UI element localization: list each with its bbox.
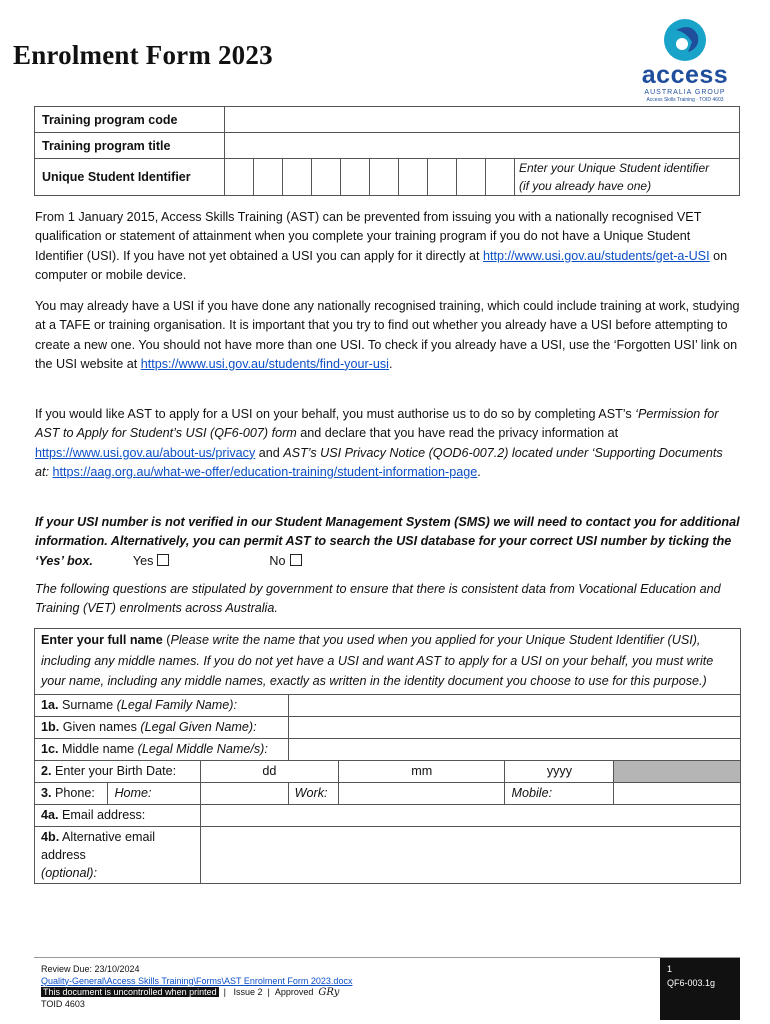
program-table <box>34 106 740 196</box>
document-code: QF6-003.1g <box>667 978 716 988</box>
logo-sub-text: Access Skills Training · TOID 4603 <box>646 97 724 103</box>
approved-label: Approved <box>274 987 314 997</box>
page-title: Enrolment Form 2023 <box>13 40 273 70</box>
shaded-cell <box>614 760 741 782</box>
existing-usi-paragraph: You may already have a USI if you have done any nationally recognised training, which could include training at work, studying at a TAFE or training organisation. It is important that you try to find out whether you already have a USI before attempting to create a new one. You should not have more than one USI. To check if you already have a USI, use the ‘Forgotten USI’ link on the USI website at https://www.usi.gov.au/students/find-your-usi. <box>35 299 740 371</box>
birth-month-input[interactable]: mm <box>339 760 505 782</box>
usi-char-box[interactable] <box>428 159 457 196</box>
logo-mark-icon <box>662 18 708 62</box>
work-phone-label: Work: <box>288 782 338 804</box>
surname-label: 1a. Surname (Legal Family Name): <box>35 694 289 716</box>
email-label: 4a. Email address: <box>35 804 201 826</box>
document-path-link[interactable]: Quality-General\Access Skills Training\Forms\AST Enrolment Form 2023.docx <box>41 975 353 986</box>
program-code-label: Training program code <box>35 107 225 133</box>
issue-number: Issue 2 <box>233 987 263 997</box>
yes-checkbox[interactable] <box>157 554 169 566</box>
usi-char-box[interactable] <box>399 159 428 196</box>
program-title-input[interactable] <box>225 133 740 159</box>
birth-day-input[interactable]: dd <box>200 760 338 782</box>
usi-requirement-paragraph: From 1 January 2015, Access Skills Training (AST) can be prevented from issuing you with a nationally recognised VET qualification or statement of attainment when you complete your training program if you do not have a Unique Student Identifier (USI). If you have not yet obtained a USI you can apply for it directly at http://www.usi.gov.au/students/get-a-USI on computer or mobile device. <box>35 210 728 282</box>
logo-brand-text: access <box>641 61 729 89</box>
middle-name-input[interactable] <box>288 738 740 760</box>
usi-verification-paragraph: If your USI number is not verified in our Student Management System (SMS) we will need to contact you for additional information. Alternatively, you can permit AST to search the USI database for your correct USI number by ticking the ‘Yes’ box. Yes No <box>35 515 740 568</box>
email-input[interactable] <box>200 804 740 826</box>
birth-date-label: 2. Enter your Birth Date: <box>35 760 201 782</box>
phone-label: 3. Phone: <box>35 782 108 804</box>
footer-page-box <box>660 958 740 1020</box>
full-name-instructions: Enter your full name (Please write the name that you used when you applied for your Unique Student Identifier (USI), including any middle names. If you do not yet have a USI and want AST to apply for a USI on your behalf, you must write your name, including any middle names, exactly as written in the identity document you choose to use for this purpose.) <box>35 629 741 695</box>
program-title-label: Training program title <box>35 133 225 159</box>
no-checkbox[interactable] <box>290 554 302 566</box>
review-due: Review Due: 23/10/2024 <box>41 964 140 974</box>
alt-email-label: 4b. Alternative email address (optional): <box>35 826 201 883</box>
program-code-input[interactable] <box>225 107 740 133</box>
usi-char-box[interactable] <box>370 159 399 196</box>
usi-char-box[interactable] <box>312 159 341 196</box>
page-number: 1 <box>667 964 673 974</box>
work-phone-input[interactable] <box>339 782 505 804</box>
mobile-phone-label: Mobile: <box>505 782 614 804</box>
home-phone-label: Home: <box>108 782 200 804</box>
student-information-link[interactable]: https://aag.org.au/what-we-offer/education-training/student-information-page <box>52 464 478 479</box>
surname-input[interactable] <box>288 694 740 716</box>
usi-char-box[interactable] <box>341 159 370 196</box>
usi-char-box[interactable] <box>457 159 486 196</box>
given-names-label: 1b. Given names (Legal Given Name): <box>35 716 289 738</box>
footer-info: Review Due: 23/10/2024 Quality-General\Access Skills Training\Forms\AST Enrolment Form 2023.docx This document is uncontrolled when printed | Issue 2 | Approved GRy TOID 4603 <box>41 964 353 1009</box>
logo-group-text: AUSTRALIA GROUP <box>644 89 726 96</box>
usi-char-box[interactable] <box>254 159 283 196</box>
personal-details-table <box>34 628 741 884</box>
government-note-paragraph: The following questions are stipulated by government to ensure that there is consistent data from Vocational Education and Training (VET) enrolments across Australia. <box>35 582 721 616</box>
alt-email-input[interactable] <box>200 826 740 883</box>
usi-get-link[interactable]: http://www.usi.gov.au/students/get-a-USI <box>483 248 710 263</box>
usi-char-box[interactable] <box>486 159 515 196</box>
home-phone-input[interactable] <box>200 782 288 804</box>
usi-label: Unique Student Identifier <box>35 159 225 196</box>
company-logo <box>630 18 740 102</box>
toid: TOID 4603 <box>41 998 85 1009</box>
document-footer <box>34 957 740 1020</box>
usi-authorise-paragraph: If you would like AST to apply for a USI on your behalf, you must authorise us to do so by completing AST’s ‘Permission for AST to Apply for Student’s USI (QF6-007) form and declare that you have read the privacy information at https://www.usi.gov.au/about-us/privacy and AST’s USI Privacy Notice (QOD6-007.2) located under ‘Supporting Documents at: https://aag.org.au/what-we-offer/education-training/student-information-page. <box>35 407 723 479</box>
mobile-phone-input[interactable] <box>614 782 741 804</box>
usi-char-box[interactable] <box>283 159 312 196</box>
usi-hint: Enter your Unique Student identifier (if you already have one) <box>515 159 740 196</box>
middle-name-label: 1c. Middle name (Legal Middle Name/s): <box>35 738 289 760</box>
usi-char-box[interactable] <box>225 159 254 196</box>
privacy-link[interactable]: https://www.usi.gov.au/about-us/privacy <box>35 445 256 460</box>
approval-signature: GRy <box>318 987 340 998</box>
usi-find-link[interactable]: https://www.usi.gov.au/students/find-your-usi <box>140 356 389 371</box>
given-names-input[interactable] <box>288 716 740 738</box>
birth-year-input[interactable]: yyyy <box>505 760 614 782</box>
uncontrolled-notice: This document is uncontrolled when printed <box>43 987 217 997</box>
